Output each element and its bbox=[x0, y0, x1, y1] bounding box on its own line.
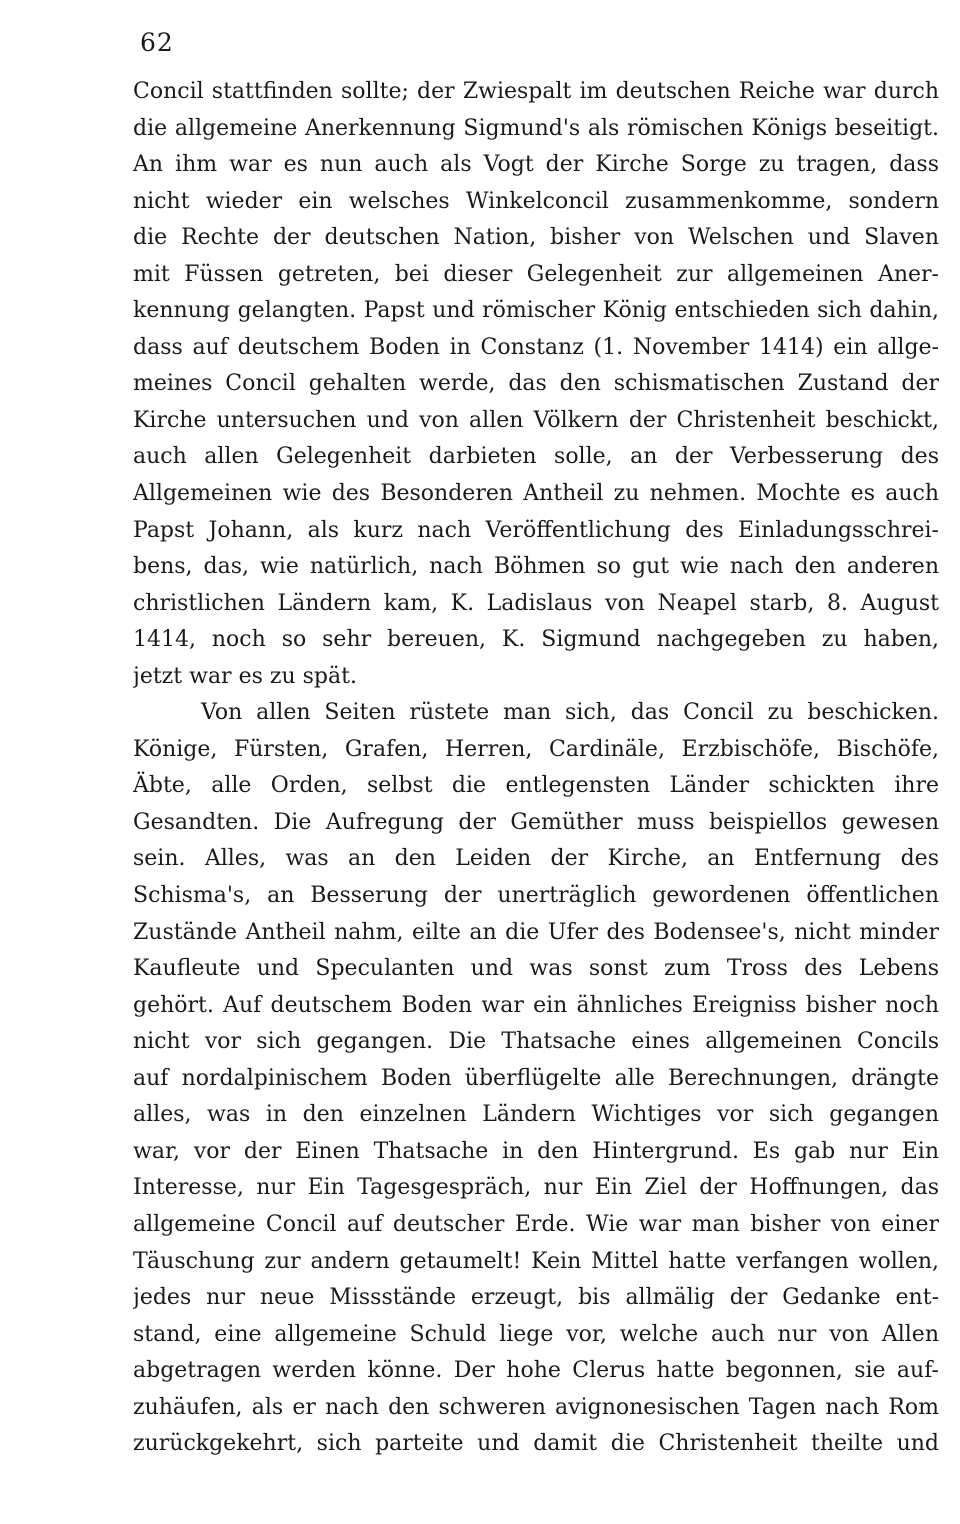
text-line: auch allen Gelegenheit darbieten solle, an der Verbesserung des bbox=[133, 444, 939, 470]
text-line: Papst Johann, als kurz nach Veröffentlichung des Einladungsschrei- bbox=[133, 517, 939, 543]
text-line: sein. Alles, was an den Leiden der Kirche, an Entfernung des bbox=[133, 846, 939, 872]
text-line: Gesandten. Die Aufregung der Gemüther muss beispiellos gewesen bbox=[133, 809, 939, 835]
text-line: Zustände Antheil nahm, eilte an die Ufer des Bodensee's, nicht minder bbox=[133, 919, 939, 945]
body-text bbox=[133, 74, 939, 1463]
text-line: christlichen Ländern kam, K. Ladislaus von Neapel starb, 8. August bbox=[133, 590, 939, 616]
text-line: Schisma's, an Besserung der unerträglich gewordenen öffentlichen bbox=[133, 883, 939, 909]
text-line: alles, was in den einzelnen Ländern Wichtiges vor sich gegangen bbox=[133, 1102, 939, 1128]
text-line: war, vor der Einen Thatsache in den Hintergrund. Es gab nur Ein bbox=[133, 1138, 939, 1164]
text-line: kennung gelangten. Papst und römischer König entschieden sich dahin, bbox=[133, 298, 939, 324]
text-line: Von allen Seiten rüstete man sich, das Concil zu beschicken. bbox=[201, 700, 939, 726]
text-line: abgetragen werden könne. Der hohe Clerus hatte begonnen, sie auf- bbox=[133, 1358, 939, 1384]
page-number: 62 bbox=[140, 28, 174, 57]
text-line: Concil stattfinden sollte; der Zwiespalt im deutschen Reiche war durch bbox=[133, 79, 939, 104]
text-line: zuhäufen, als er nach den schweren avignonesischen Tagen nach Rom bbox=[133, 1394, 939, 1420]
text-line: bens, das, wie natürlich, nach Böhmen so gut wie nach den anderen bbox=[133, 554, 939, 580]
text-line: meines Concil gehalten werde, das den schismatischen Zustand der bbox=[133, 371, 939, 397]
text-line: jetzt war es zu spät. bbox=[133, 663, 357, 689]
text-line: jedes nur neue Missstände erzeugt, bis allmälig der Gedanke ent- bbox=[133, 1285, 939, 1311]
text-line: Allgemeinen wie des Besonderen Antheil zu nehmen. Mochte es auch bbox=[133, 481, 939, 507]
text-line: An ihm war es nun auch als Vogt der Kirche Sorge zu tragen, dass bbox=[133, 152, 939, 178]
text-line: Kaufleute und Speculanten und was sonst zum Tross des Lebens bbox=[133, 956, 939, 982]
text-line: dass auf deutschem Boden in Constanz (1. November 1414) ein allge- bbox=[133, 334, 939, 360]
text-line: allgemeine Concil auf deutscher Erde. Wie war man bisher von einer bbox=[133, 1211, 939, 1237]
text-line: stand, eine allgemeine Schuld liege vor, welche auch nur von Allen bbox=[133, 1321, 939, 1347]
text-line: Äbte, alle Orden, selbst die entlegensten Länder schickten ihre bbox=[133, 773, 939, 799]
text-line: Interesse, nur Ein Tagesgespräch, nur Ein Ziel der Hoffnungen, das bbox=[133, 1175, 939, 1201]
text-line: nicht vor sich gegangen. Die Thatsache eines allgemeinen Concils bbox=[133, 1029, 939, 1055]
text-line: mit Füssen getreten, bei dieser Gelegenheit zur allgemeinen Aner- bbox=[133, 261, 939, 287]
text-line: Könige, Fürsten, Grafen, Herren, Cardinäle, Erzbischöfe, Bischöfe, bbox=[133, 736, 939, 762]
text-line: 1414, noch so sehr bereuen, K. Sigmund nachgegeben zu haben, bbox=[133, 627, 939, 653]
text-line: auf nordalpinischem Boden überflügelte alle Berechnungen, drängte bbox=[133, 1065, 939, 1091]
text-line: die Rechte der deutschen Nation, bisher von Welschen und Slaven bbox=[133, 225, 939, 251]
text-line: nicht wieder ein welsches Winkelconcil zusammenkomme, sondern bbox=[133, 188, 939, 214]
text-line: Kirche untersuchen und von allen Völkern der Christenheit beschickt, bbox=[133, 407, 939, 433]
text-line: zurückgekehrt, sich parteite und damit die Christenheit theilte und bbox=[133, 1431, 939, 1457]
text-line: die allgemeine Anerkennung Sigmund's als römischen Königs beseitigt. bbox=[133, 115, 939, 141]
text-line: gehört. Auf deutschem Boden war ein ähnliches Ereigniss bisher noch bbox=[133, 992, 939, 1018]
text-line: Täuschung zur andern getaumelt! Kein Mittel hatte verfangen wollen, bbox=[133, 1248, 939, 1274]
